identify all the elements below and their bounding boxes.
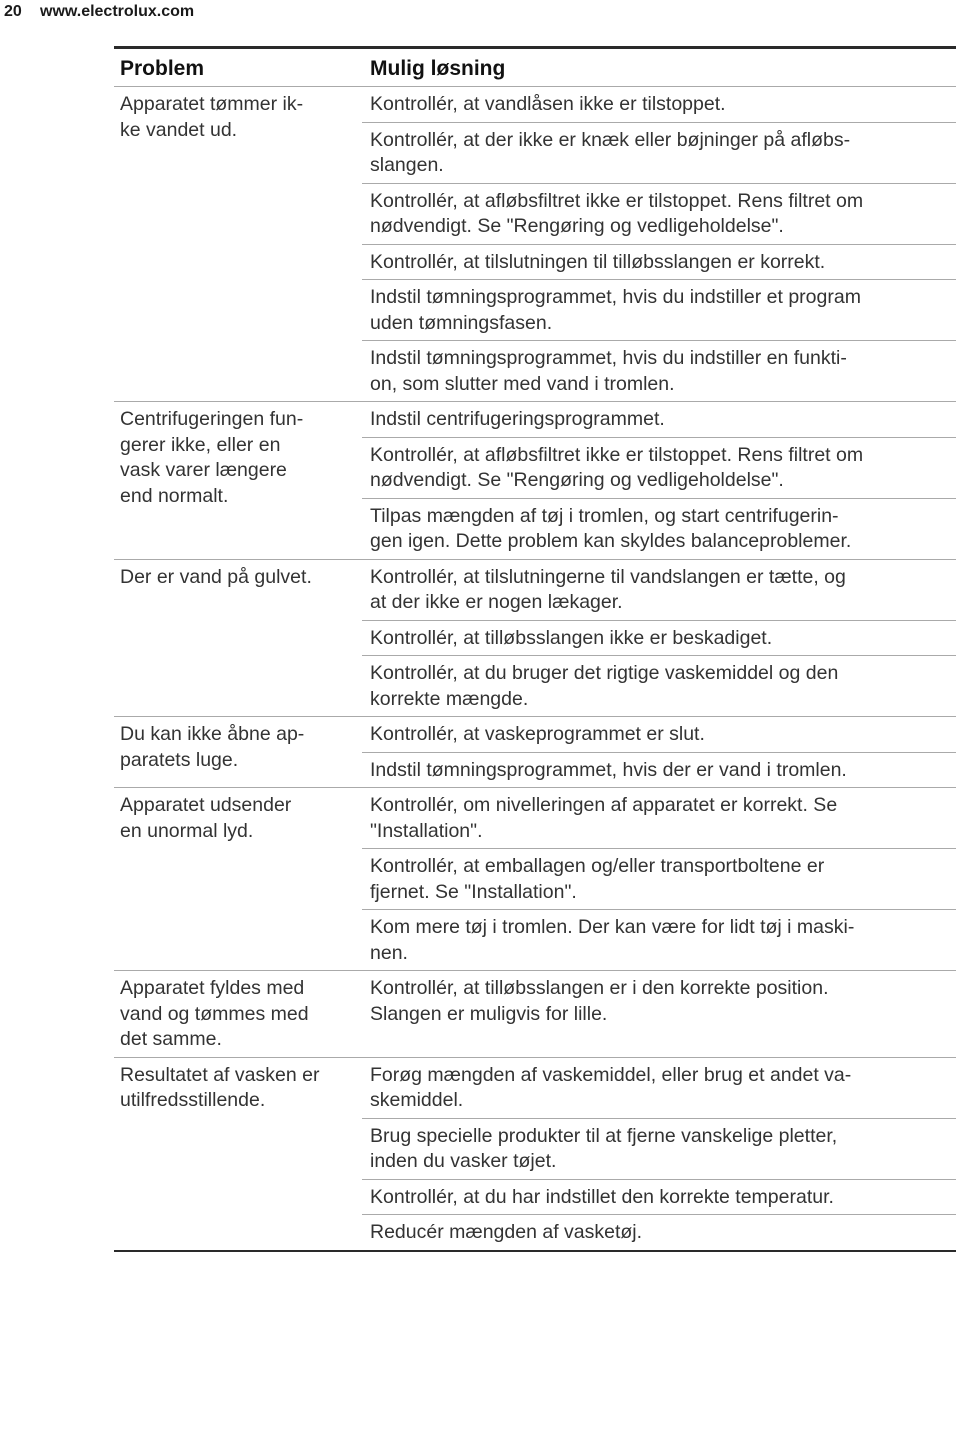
solution-cell: Kontrollér, at du har indstillet den korrekte temperatur.	[362, 1179, 956, 1215]
solution-cell: Brug specielle produkter til at fjerne vanskelige pletter, inden du vasker tøjet.	[362, 1118, 956, 1179]
problem-cell: Apparatet tømmer ik- ke vandet ud.	[114, 87, 362, 402]
solution-cell: Indstil tømningsprogrammet, hvis du indstiller en funkti- on, som slutter med vand i tromlen.	[362, 341, 956, 402]
solution-cell: Kontrollér, at du bruger det rigtige vaskemiddel og den korrekte mængde.	[362, 656, 956, 717]
site-url: www.electrolux.com	[40, 3, 195, 20]
solution-cell: Kontrollér, at der ikke er knæk eller bøjninger på afløbs- slangen.	[362, 122, 956, 183]
problem-cell: Der er vand på gulvet.	[114, 559, 362, 717]
problem-cell: Apparatet udsender en unormal lyd.	[114, 788, 362, 971]
solution-cell: Kontrollér, at afløbsfiltret ikke er tilstoppet. Rens filtret om nødvendigt. Se "Rengøring og vedligeholdelse".	[362, 437, 956, 498]
table-row	[114, 402, 956, 438]
table-row	[114, 559, 956, 620]
problem-cell: Du kan ikke åbne ap- paratets luge.	[114, 717, 362, 788]
solution-cell: Kontrollér, at vandlåsen ikke er tilstoppet.	[362, 87, 956, 123]
solution-cell: Kontrollér, at afløbsfiltret ikke er tilstoppet. Rens filtret om nødvendigt. Se "Rengøring og vedligeholdelse".	[362, 183, 956, 244]
solution-cell: Kom mere tøj i tromlen. Der kan være for lidt tøj i maski- nen.	[362, 910, 956, 971]
page-number: 20	[4, 3, 22, 20]
problem-cell: Apparatet fyldes med vand og tømmes med det samme.	[114, 971, 362, 1058]
solution-cell: Kontrollér, at tilslutningen til tilløbsslangen er korrekt.	[362, 244, 956, 280]
solution-cell: Kontrollér, at tilløbsslangen ikke er beskadiget.	[362, 620, 956, 656]
table-row	[114, 971, 956, 1058]
solution-cell: Indstil tømningsprogrammet, hvis du indstiller et program uden tømningsfasen.	[362, 280, 956, 341]
table-body	[114, 87, 956, 1251]
column-header-problem: Problem	[114, 48, 362, 87]
table-header-row	[114, 48, 956, 87]
solution-cell: Tilpas mængden af tøj i tromlen, og start centrifugerin- gen igen. Dette problem kan skyldes balanceproblemer.	[362, 498, 956, 559]
solution-cell: Kontrollér, om nivelleringen af apparatet er korrekt. Se "Installation".	[362, 788, 956, 849]
table-row	[114, 87, 956, 123]
table-row	[114, 1057, 956, 1118]
solution-cell: Kontrollér, at tilslutningerne til vandslangen er tætte, og at der ikke er nogen lækager.	[362, 559, 956, 620]
solution-cell: Kontrollér, at emballagen og/eller transportboltene er fjernet. Se "Installation".	[362, 849, 956, 910]
solution-cell: Indstil centrifugeringsprogrammet.	[362, 402, 956, 438]
column-header-solution: Mulig løsning	[362, 48, 956, 87]
solution-cell: Reducér mængden af vasketøj.	[362, 1215, 956, 1251]
solution-cell: Indstil tømningsprogrammet, hvis der er vand i tromlen.	[362, 752, 956, 788]
solution-cell: Forøg mængden af vaskemiddel, eller brug et andet va- skemiddel.	[362, 1057, 956, 1118]
problem-cell: Centrifugeringen fun- gerer ikke, eller en vask varer længere end normalt.	[114, 402, 362, 560]
page-header	[0, 0, 194, 24]
table-row	[114, 717, 956, 753]
problem-cell: Resultatet af vasken er utilfredsstillende.	[114, 1057, 362, 1251]
troubleshooting-table	[114, 46, 956, 1252]
solution-cell: Kontrollér, at vaskeprogrammet er slut.	[362, 717, 956, 753]
table-row	[114, 788, 956, 849]
solution-cell: Kontrollér, at tilløbsslangen er i den korrekte position. Slangen er muligvis for lille.	[362, 971, 956, 1058]
